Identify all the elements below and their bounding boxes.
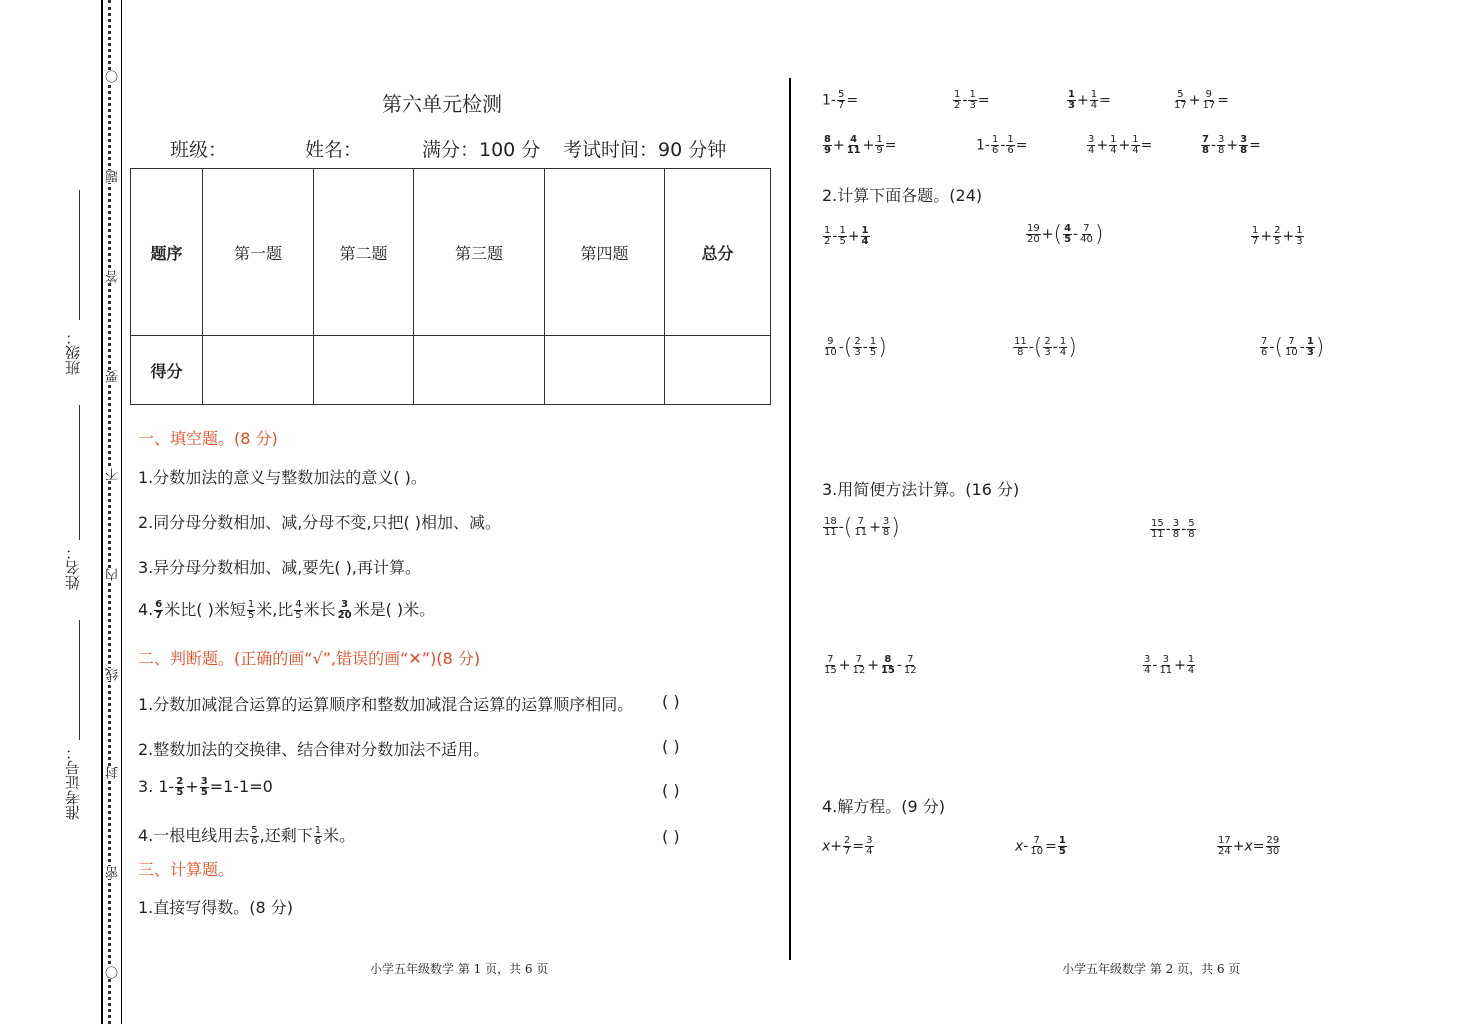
margin-exam-no-underline: [79, 620, 80, 740]
score-header-cell: 总分: [665, 169, 771, 336]
section3-title: 三、计算题。: [138, 860, 235, 879]
score-header-cell: 第一题: [203, 169, 314, 336]
s3-sub2-title: 2.计算下面各题。(24): [822, 186, 983, 205]
calc2-6: $\frac{7}{6}$ -( $\frac{7}{10}$ - $\frac{1}{3}$ ): [1261, 335, 1325, 360]
calc-4: $\frac{5}{17}$ + $\frac{9}{17}$ =: [1174, 89, 1229, 111]
seal-char-2: 答: [106, 270, 121, 283]
score-header-cell: 第三题: [414, 169, 545, 336]
score-cell[interactable]: [314, 336, 414, 405]
calc3-3: $\frac{7}{15}$ + $\frac{7}{12}$ + $\frac{8}{15}$ - $\frac{7}{12}$: [824, 654, 917, 676]
section2-title: 二、判断题。(正确的画“√”,错误的画“✕”)(8 分): [138, 649, 481, 668]
margin-class-label: 班级：: [64, 330, 82, 375]
seal-char-1: 题: [106, 170, 121, 183]
calc2-2: $\frac{19}{20}$ +( $\frac{4}{5}$ - $\frac{7}{40}$ ): [1027, 222, 1104, 247]
score-cell[interactable]: [203, 336, 314, 405]
margin-name-label: 姓名：: [64, 545, 82, 590]
s1-question-2: 2.同分母分数相加、减,分母不变,只把( )相加、减。: [138, 513, 502, 532]
score-cell[interactable]: [414, 336, 545, 405]
margin-name-underline: [79, 405, 80, 540]
section1-title: 一、填空题。(8 分): [138, 429, 278, 448]
s2-question-4: 4.一根电线用去 $\frac{5}{6}$ ,还剩下 $\frac{1}{6}$ 米。: [138, 825, 356, 847]
calc-7: $\frac{3}{4}$ + $\frac{1}{4}$ + $\frac{1}{4}$ =: [1088, 134, 1153, 156]
seal-char-8: 密: [106, 866, 121, 879]
calc-5: $\frac{8}{9}$ + $\frac{4}{11}$ + $\frac{1}{9}$ =: [824, 134, 897, 156]
score-header-cell: 题序: [131, 169, 203, 336]
s1-question-3: 3.异分母分数相加、减,要先( ),再计算。: [138, 558, 422, 577]
s2-question-3: 3. 1- $\frac{2}{5}$ + $\frac{3}{5}$ =1-1=0: [138, 776, 273, 798]
score-header-cell: 第二题: [314, 169, 414, 336]
score-cell[interactable]: [665, 336, 771, 405]
calc-1: 1- $\frac{5}{7}$ =: [822, 89, 859, 111]
score-table: [130, 168, 771, 405]
calc2-3: $\frac{1}{7}$ + $\frac{2}{5}$ + $\frac{1}{3}$: [1252, 225, 1303, 247]
margin-class-underline: [79, 190, 80, 320]
calc2-4: $\frac{9}{10}$ -( $\frac{2}{3}$ - $\frac{1}{5}$ ): [824, 335, 887, 360]
seal-char-6: 线: [106, 668, 121, 681]
seal-char-4: 不: [106, 468, 121, 481]
s2-question-2: 2.整数加法的交换律、结合律对分数加法不适用。: [138, 740, 490, 759]
page-divider: [789, 78, 791, 960]
calc-6: 1- $\frac{1}{6}$ - $\frac{1}{6}$ =: [976, 134, 1028, 156]
s1-question-4: 4. $\frac{6}{7}$ 米比( )米短 $\frac{1}{5}$ 米,比 $\frac{4}{5}$ 米长 $\frac{3}{20}$ 米是( )米。: [138, 599, 436, 621]
score-row-label: 得分: [131, 336, 203, 405]
equation-1: x+ $\frac{2}{7}$ = $\frac{3}{4}$: [822, 835, 873, 857]
score-cell[interactable]: [545, 336, 665, 405]
binding-line: [101, 0, 103, 1024]
calc-8: $\frac{7}{8}$ - $\frac{3}{8}$ + $\frac{3}{8}$ =: [1202, 134, 1261, 156]
calc3-1: $\frac{18}{11}$ -( $\frac{7}{11}$ + $\frac{3}{8}$ ): [824, 515, 900, 540]
calc2-1: $\frac{1}{2}$ - $\frac{1}{5}$ + $\frac{1}{4}$: [824, 225, 869, 247]
score-header-cell: 第四题: [545, 169, 665, 336]
s3-sub4-title: 4.解方程。(9 分): [822, 797, 946, 816]
seal-char-circle-bottom: 〇: [106, 966, 121, 979]
seal-char-7: 封: [106, 766, 121, 779]
equation-2: x- $\frac{7}{10}$ = $\frac{1}{5}$: [1015, 835, 1066, 857]
s2-answer-4[interactable]: ( ): [662, 827, 680, 846]
s2-answer-2[interactable]: ( ): [662, 737, 680, 756]
calc-3: $\frac{1}{3}$ + $\frac{1}{4}$ =: [1068, 89, 1111, 111]
seal-char-5: 内: [106, 568, 121, 581]
header-name: 姓名：: [305, 139, 363, 161]
s2-question-1: 1.分数加减混合运算的运算顺序和整数加减混合运算的运算顺序相同。: [138, 695, 634, 714]
header-class: 班级：: [170, 139, 228, 161]
s3-sub3-title: 3.用简便方法计算。(16 分): [822, 480, 1020, 499]
calc3-2: $\frac{15}{11}$ - $\frac{3}{8}$ - $\frac{5}{8}$: [1151, 518, 1195, 540]
seal-char-circle-top: 〇: [106, 70, 121, 83]
calc-2: $\frac{1}{2}$ - $\frac{1}{3}$ =: [954, 89, 990, 111]
calc3-4: $\frac{3}{4}$ - $\frac{3}{11}$ + $\frac{1}{4}$: [1144, 654, 1195, 676]
s1-question-1: 1.分数加法的意义与整数加法的意义( )。: [138, 468, 427, 487]
header-time: 考试时间：90 分钟: [563, 139, 727, 161]
s3-sub1-title: 1.直接写得数。(8 分): [138, 898, 294, 917]
s2-answer-1[interactable]: ( ): [662, 692, 680, 711]
page-title: 第六单元检测: [382, 92, 502, 116]
equation-3: $\frac{17}{24}$ +x= $\frac{29}{30}$: [1218, 835, 1280, 857]
footer-page-2: 小学五年级数学 第 2 页，共 6 页: [1062, 962, 1241, 976]
s2-answer-3[interactable]: ( ): [662, 781, 680, 800]
margin-exam-no-label: 准考证号：: [64, 745, 82, 820]
footer-page-1: 小学五年级数学 第 1 页，共 6 页: [370, 962, 549, 976]
seal-char-3: 要: [106, 370, 121, 383]
header-full-score: 满分：100 分: [422, 139, 541, 161]
calc2-5: $\frac{11}{8}$ -( $\frac{2}{3}$ - $\frac{1}{4}$ ): [1014, 335, 1077, 360]
